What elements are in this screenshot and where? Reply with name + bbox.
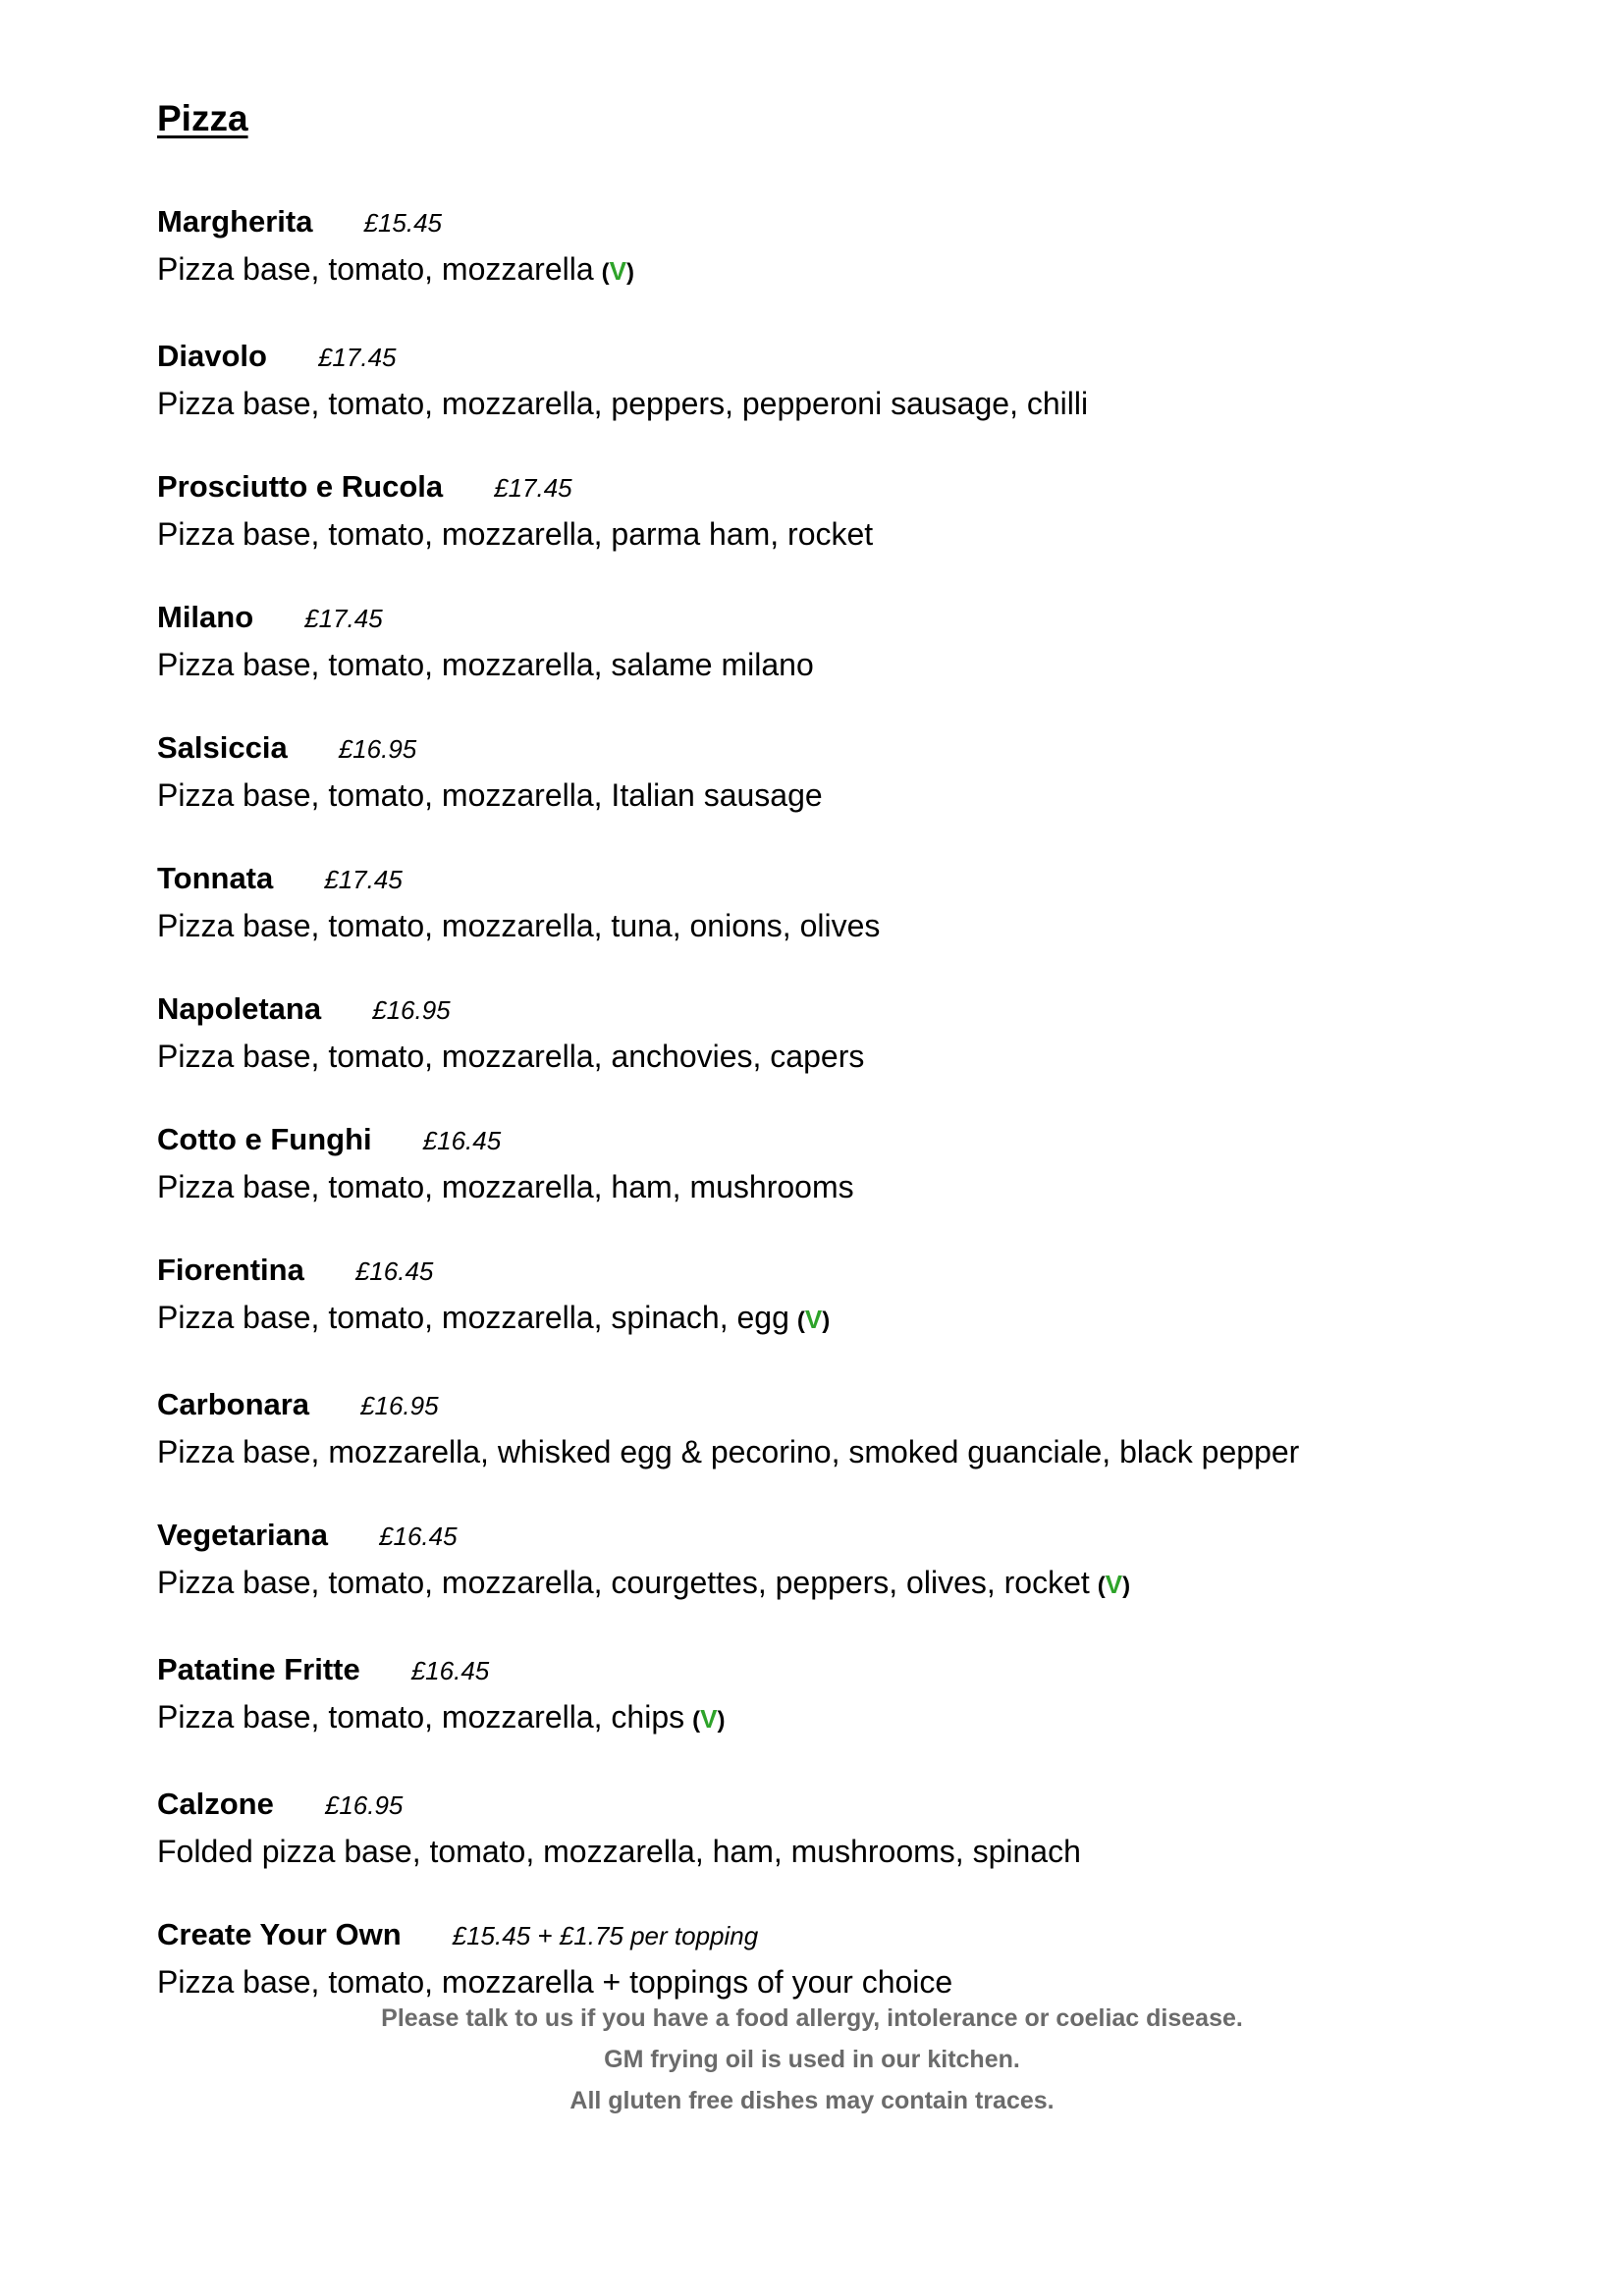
- item-name: Prosciutto e Rucola: [157, 469, 444, 504]
- menu-item: [157, 1785, 1473, 1871]
- menu-item: [157, 1650, 1473, 1740]
- item-price: £16.95: [360, 1391, 439, 1420]
- menu-item: [157, 1120, 1473, 1206]
- vegetarian-badge: (V): [1097, 1570, 1131, 1599]
- allergy-notes: [0, 1998, 1624, 2121]
- item-description: Pizza base, tomato, mozzarella, Italian sausage: [157, 777, 823, 813]
- menu-item: [157, 202, 1473, 293]
- item-price: £17.45: [324, 865, 403, 894]
- section-title: Pizza: [157, 98, 248, 138]
- item-name: Vegetariana: [157, 1518, 329, 1552]
- vegetarian-badge: (V): [601, 256, 634, 286]
- item-description: Pizza base, tomato, mozzarella: [157, 251, 594, 287]
- item-description: Pizza base, tomato, mozzarella, spinach, egg: [157, 1300, 789, 1335]
- item-name: Milano: [157, 600, 254, 634]
- item-name: Calzone: [157, 1787, 274, 1821]
- item-price: £17.45: [304, 604, 383, 633]
- allergy-note: All gluten free dishes may contain traces.: [569, 2087, 1055, 2114]
- item-description: Pizza base, tomato, mozzarella, ham, mushrooms: [157, 1169, 854, 1204]
- vegetarian-badge: (V): [796, 1305, 831, 1334]
- menu-item: [157, 728, 1473, 815]
- menu-item: [157, 1385, 1473, 1471]
- item-price: £17.45: [494, 473, 572, 503]
- item-name: Salsiccia: [157, 730, 288, 765]
- item-name: Carbonara: [157, 1387, 310, 1421]
- item-price: £16.95: [372, 995, 451, 1025]
- item-description: Pizza base, tomato, mozzarella + toppings of your choice: [157, 1964, 953, 2000]
- item-price: £15.45: [363, 208, 443, 238]
- item-name: Cotto e Funghi: [157, 1122, 372, 1156]
- menu-item: [157, 598, 1473, 684]
- item-description: Pizza base, tomato, mozzarella, tuna, onions, olives: [157, 908, 881, 943]
- item-price: £16.45: [410, 1656, 490, 1685]
- item-name: Napoletana: [157, 991, 322, 1026]
- item-name: Fiorentina: [157, 1253, 304, 1287]
- item-price: £15.45 + £1.75 per topping: [452, 1921, 759, 1950]
- menu-item-list: [157, 202, 1473, 2002]
- menu-item: [157, 1516, 1473, 1606]
- item-description: Pizza base, tomato, mozzarella, anchovies, capers: [157, 1039, 865, 1074]
- item-description: Pizza base, tomato, mozzarella, salame milano: [157, 647, 814, 682]
- item-name: Tonnata: [157, 861, 274, 895]
- item-price: £16.95: [338, 734, 417, 764]
- menu-item: [157, 337, 1473, 423]
- item-price: £17.45: [317, 343, 397, 372]
- allergy-note: GM frying oil is used in our kitchen.: [604, 2046, 1020, 2073]
- item-price: £16.45: [422, 1126, 502, 1155]
- menu-item: [157, 859, 1473, 945]
- menu-item: [157, 467, 1473, 554]
- menu-item: [157, 989, 1473, 1076]
- item-description: Pizza base, tomato, mozzarella, chips: [157, 1699, 685, 1735]
- item-price: £16.45: [354, 1256, 434, 1286]
- vegetarian-badge: (V): [692, 1704, 726, 1734]
- item-name: Create Your Own: [157, 1917, 402, 1951]
- item-description: Pizza base, tomato, mozzarella, parma ham, rocket: [157, 516, 874, 552]
- item-name: Patatine Fritte: [157, 1652, 360, 1686]
- item-description: Folded pizza base, tomato, mozzarella, ham, mushrooms, spinach: [157, 1834, 1081, 1869]
- item-description: Pizza base, tomato, mozzarella, courgettes, peppers, olives, rocket: [157, 1565, 1090, 1600]
- allergy-note: Please talk to us if you have a food allergy, intolerance or coeliac disease.: [381, 2004, 1243, 2032]
- item-price: £16.45: [379, 1522, 458, 1551]
- menu-item: [157, 1915, 1473, 2002]
- item-price: £16.95: [324, 1790, 404, 1820]
- item-description: Pizza base, tomato, mozzarella, peppers, pepperoni sausage, chilli: [157, 386, 1089, 421]
- menu-item: [157, 1251, 1473, 1341]
- item-description: Pizza base, mozzarella, whisked egg & pecorino, smoked guanciale, black pepper: [157, 1434, 1300, 1469]
- item-name: Margherita: [157, 204, 313, 239]
- menu-page: [157, 94, 1473, 2046]
- item-name: Diavolo: [157, 339, 267, 373]
